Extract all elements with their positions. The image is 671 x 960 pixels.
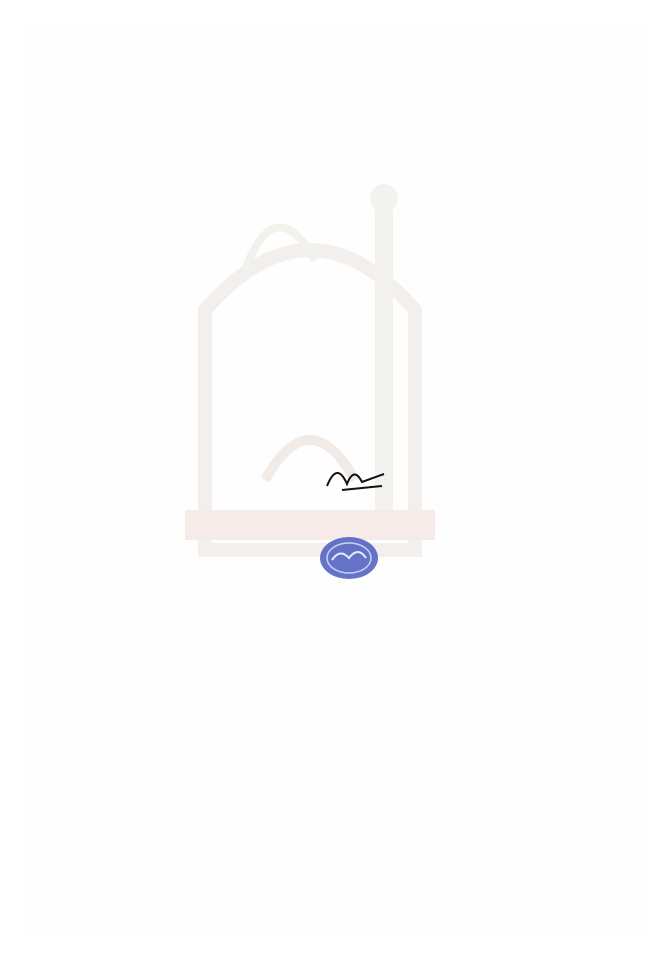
decorative-border-bottom — [0, 934, 671, 960]
decorative-border-top — [0, 0, 671, 26]
handwritten-signature — [322, 456, 392, 496]
decorative-border-right — [645, 0, 671, 960]
watermark-emblem — [145, 150, 475, 570]
official-seal — [318, 534, 380, 582]
decorative-border-left — [0, 0, 26, 960]
